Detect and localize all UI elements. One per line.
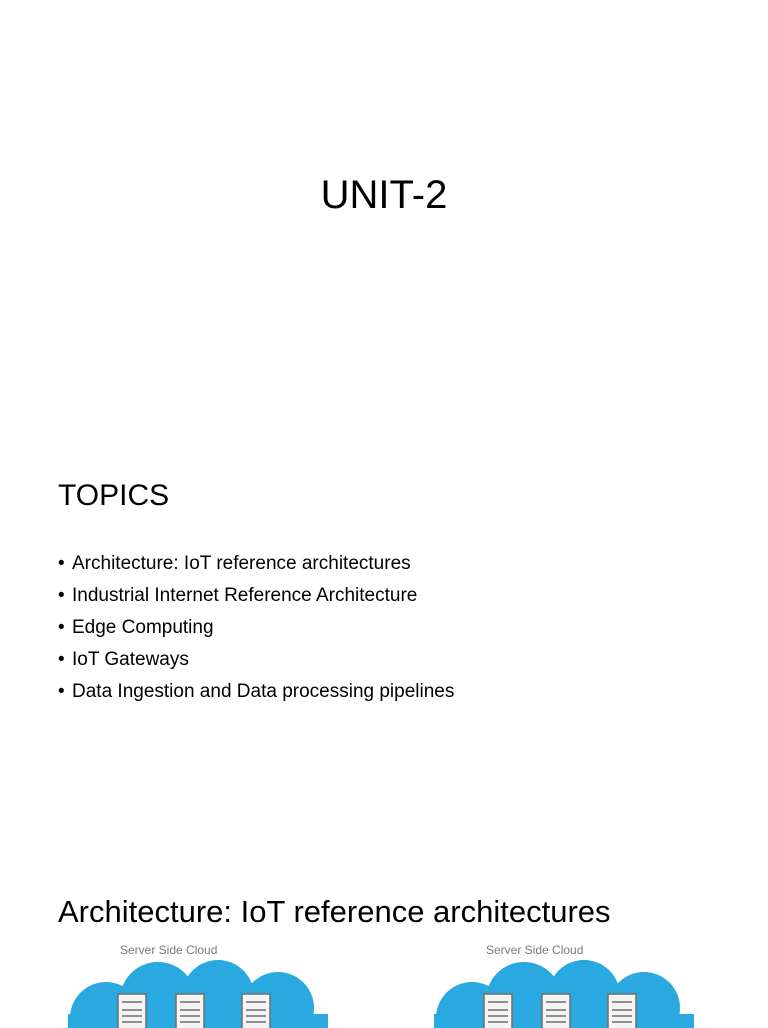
bullet-icon: • <box>58 585 65 606</box>
bullet-icon: • <box>58 617 65 638</box>
server-cloud-icon <box>58 958 338 1028</box>
architecture-heading: Architecture: IoT reference architectures <box>58 894 611 929</box>
server-icon <box>608 994 636 1028</box>
topics-heading: TOPICS <box>58 479 170 512</box>
slide-title: UNIT-2 <box>320 173 448 217</box>
server-icon <box>242 994 270 1028</box>
topic-item <box>58 612 454 644</box>
cloud-label-right: Server Side Cloud <box>486 943 584 957</box>
bullet-icon: • <box>58 681 65 702</box>
topic-item <box>58 580 454 612</box>
bullet-icon: • <box>58 649 65 670</box>
topic-item <box>58 676 454 708</box>
server-icon <box>542 994 570 1028</box>
cloud-label-left: Server Side Cloud <box>120 943 218 957</box>
server-icon <box>118 994 146 1028</box>
topic-text: IoT Gateways <box>72 649 189 670</box>
topic-text: Architecture: IoT reference architectures <box>72 553 411 574</box>
topics-slide <box>0 446 768 846</box>
topic-text: Edge Computing <box>72 617 214 638</box>
topic-text: Industrial Internet Reference Architecture <box>72 585 418 606</box>
title-slide <box>0 0 768 400</box>
topic-list <box>58 548 454 708</box>
bullet-icon: • <box>58 553 65 574</box>
server-icon <box>484 994 512 1028</box>
architecture-slide <box>0 858 768 1024</box>
server-cloud-icon <box>424 958 704 1028</box>
server-icon <box>176 994 204 1028</box>
topic-item <box>58 548 454 580</box>
topic-item <box>58 644 454 676</box>
topic-text: Data Ingestion and Data processing pipelines <box>72 681 455 702</box>
